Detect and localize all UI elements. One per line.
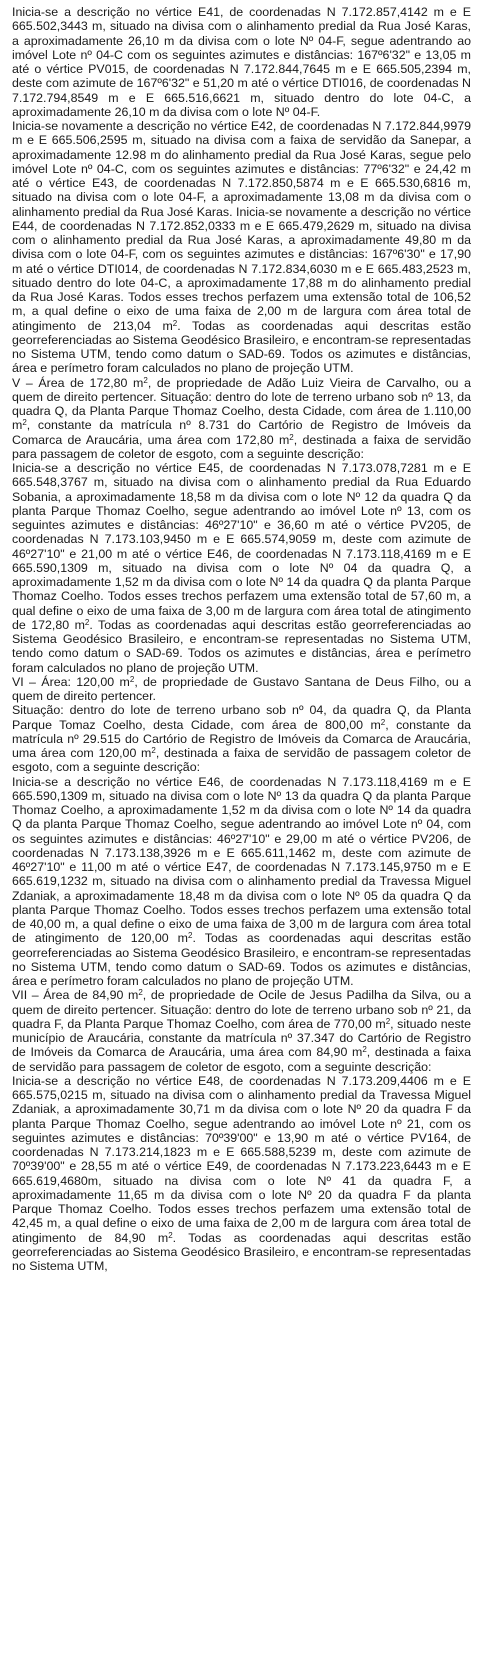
superscript-exponent: 2	[187, 931, 193, 941]
paragraph-5	[12, 675, 471, 704]
text-run: , situado neste município de Araucária, constante da matrícula nº 37.347 do Cartório de Registro de Imóveis da Comarca de Araucária, uma área com 84,90 m	[12, 1016, 472, 1060]
paragraph-1	[12, 5, 471, 119]
paragraph-7	[12, 775, 471, 989]
superscript-exponent: 2	[380, 717, 386, 727]
text-run: , de propriedade de Adão Luiz Vieira de Carvalho, ou a quem de direito pertencer. Situação: dentro do lote de terreno urbano sob nº 13, da quadra Q, da Planta Parque Thomaz Coelho, desta Cidade, com área de 1.110,00 m	[12, 375, 471, 433]
superscript-exponent: 2	[385, 1016, 391, 1026]
paragraph-2	[12, 119, 471, 376]
superscript-exponent: 2	[138, 988, 143, 998]
text-run: . Todas as coordenadas aqui descritas estão georreferenciadas ao Sistema Geodésico Brasileiro, e encontram-se representadas no Sistema UTM, tendo como datum o SAD-69. Todos os azimutes e distâncias, área e perímetro foram calculados no plano de projeção UTM.	[12, 318, 471, 376]
text-run: VI – Área: 120,00 m	[12, 674, 130, 689]
text-run: , de propriedade de Ocile de Jesus Padilha da Silva, ou a quem de direito pertencer. Situação: dentro do lote de terreno urbano sob nº 21, da quadra F, da Planta Parque Thomaz Coelho, com área de 770,00 m	[12, 988, 471, 1031]
text-run: Inicia-se a descrição no vértice E41, de coordenadas N 7.172.857,4142 m e E 665.502,3443 m, situado na divisa com o alinhamento predial da Rua José Karas, a aproximadamente 26,10 m da divisa com o lote Nº 04-F, segue adentrando ao imóvel Lote nº 04-C com os seguintes azimutes e distâncias: 167º6'32" e 13,05 m até o vértice PV015, de coordenadas N 7.172.844,7645 m e E 665.505,2394 m, deste com azimute de 167º6'32" e 51,20 m até o vértice DTI016, de coordenadas N 7.172.794,8549 m e E 665.516,6621 m, situado dentro do lote 04-C, a aproximadamente 26,10 m da divisa com o lote Nº 04-F.	[12, 5, 471, 119]
superscript-exponent: 2	[168, 1230, 173, 1240]
text-run: , destinada a faixa de servidão para passagem de coletor de esgoto, com a seguinte descrição:	[12, 1045, 472, 1074]
text-run: , constante da matrícula nº 8.731 do Cartório de Registro de Imóveis da Comarca de Araucária, uma área com 172,80 m	[12, 418, 471, 447]
superscript-exponent: 2	[22, 418, 27, 428]
paragraph-8	[12, 988, 471, 1074]
superscript-exponent: 2	[84, 617, 90, 627]
paragraph-4	[12, 461, 471, 675]
superscript-exponent: 2	[151, 746, 156, 755]
text-run: Inicia-se a descrição no vértice E48, de coordenadas N 7.173.209,4406 m e E 665.575,0215 m, situado na divisa com o alinhamento predial da Travessa Miguel Zdaniak, a aproximadamente 30,71 m da divisa com o lote Nº 20 da quadra F da planta Parque Thomaz Coelho, segue adentrando ao imóvel Lote nº 21, com os seguintes azimutes e distâncias: 70º39'00" e 13,90 m até o vértice PV164, de coordenadas N 7.173.214,1823 m e E 665.588,5239 m, deste com azimute de 70º39'00" e 28,55 m até o vértice E49, de coordenadas N 7.173.223,6443 m e E 665.619,4680m, situado na divisa com o lote Nº 41 da quadra F, a aproximadamente 11,65 m da divisa com o lote Nº 20 da quadra F da planta Parque Thomaz Coelho. Todos esses trechos perfazem uma extensão total de 42,45 m, a qual define o eixo de uma faixa de 2,00 m de largura com área total de atingimento de 84,90 m	[12, 1073, 471, 1245]
paragraph-9	[12, 1074, 471, 1274]
paragraph-3	[12, 376, 471, 462]
text-run: , destinada a faixa de servidão para passagem de coletor de esgoto, com a seguinte descrição:	[12, 432, 471, 461]
superscript-exponent: 2	[172, 318, 178, 328]
text-run: Inicia-se a descrição no vértice E46, de coordenadas N 7.173.118,4169 m e E 665.590,1309 m, situado na divisa com o lote Nº 13 da quadra Q da planta Parque Thomaz Coelho, a aproximadamente 1,52 m da divisa com o lote Nº 14 da quadra Q da planta Parque Thomaz Coelho, segue adentrando ao imóvel Lote nº 04, com os seguintes azimutes e distâncias: 46º27'10" e 29,00 m até o vértice PV206, de coordenadas N 7.173.138,3926 m e E 665.611,1462 m, deste com azimute de 46º27'10" e 11,00 m até o vértice E47, de coordenadas N 7.173.145,9750 m e E 665.619,1232 m, situado na divisa com o alinhamento predial da Travessa Miguel Zdaniak, a aproximadamente 18,48 m da divisa com o lote Nº 05 da quadra Q da planta Parque Thomaz Coelho. Todos esses trechos perfazem uma extensão total de 40,00 m, a qual define o eixo de uma faixa de 3,00 m de largura com área total de atingimento de 120,00 m	[12, 774, 471, 946]
text-run: Inicia-se novamente a descrição no vértice E42, de coordenadas N 7.172.844,9979 m e E 665.506,2595 m, situado na divisa com a faixa de servidão da Sanepar, a aproximadamente 12.98 m do alinhamento predial da Rua José Karas, segue pelo imóvel Lote nº 04-C, com os seguintes azimutes e distâncias: 77º6'32" e 24,42 m até o vértice E43, de coordenadas N 7.172.850,5874 m e E 665.530,6816 m, situado na divisa com o lote 04-F, a aproximadamente 13,08 m da divisa com o alinhamento predial da Rua José Karas. Inicia-se novamente a descrição no vértice E44, de coordenadas N 7.172.852,0333 m e E 665.479,2629 m, situado na divisa com o alinhamento predial da Rua José Karas, a aproximadamente 49,80 m da divisa com o lote 04-F, com os seguintes azimutes e distâncias: 167º6'30" e 17,90 m até o vértice DTI014, de coordenadas N 7.172.834,6030 m e E 665.483,2523 m, situado dentro do lote 04-C, a aproximadamente 17,88 m do alinhamento predial da Rua José Karas. Todos esses trechos perfazem uma extensão total de 106,52 m, a qual define o eixo de uma faixa de 2,00 m de largura com área total de atingimento de 213,04 m	[12, 119, 471, 333]
text-run: . Todas as coordenadas aqui descritas estão georreferenciadas ao Sistema Geodésico Brasileiro, e encontram-se representadas no Sistema UTM, tendo como datum o SAD-69. Todos os azimutes e distâncias, área e perímetro foram calculados no plano de projeção UTM.	[12, 931, 471, 988]
paragraph-6	[12, 703, 471, 774]
superscript-exponent: 2	[143, 375, 148, 385]
superscript-exponent: 2	[362, 1045, 367, 1055]
superscript-exponent: 2	[129, 674, 135, 684]
text-run: VII – Área de 84,90 m	[12, 988, 139, 1003]
text-run: . Todas as coordenadas aqui descritas estão georreferenciadas ao Sistema Geodésico Brasileiro, e encontram-se representadas no Sistema UTM,	[12, 1230, 471, 1273]
text-run: V – Área de 172,80 m	[12, 375, 144, 390]
text-run: , de propriedade de Gustavo Santana de Deus Filho, ou a quem de direito pertencer.	[12, 674, 471, 703]
superscript-exponent: 2	[289, 432, 294, 442]
text-run: . Todas as coordenadas aqui descritas estão georreferenciadas ao Sistema Geodésico Brasileiro, e encontram-se representadas no Sistema UTM, tendo como datum o SAD-69. Todos os azimutes e distâncias, área e perímetro foram calculados no plano de projeção UTM.	[12, 617, 472, 675]
text-run: , destinada a faixa de servidão de passagem coletor de esgoto, com a seguinte descrição:	[12, 746, 471, 775]
text-run: Situação: dentro do lote de terreno urbano sob nº 04, da quadra Q, da Planta Parque Tomaz Coelho, desta Cidade, com área de 800,00 m	[12, 703, 471, 732]
text-run: Inicia-se a descrição no vértice E45, de coordenadas N 7.173.078,7281 m e E 665.548,3767 m, situado na divisa com o alinhamento predial da Rua Eduardo Sobania, a aproximadamente 18,58 m da divisa com o lote Nº 12 da quadra Q da planta Parque Thomaz Coelho, segue adentrando ao imóvel Lote nº 13, com os seguintes azimutes e distâncias: 46º27'10" e 36,60 m até o vértice PV205, de coordenadas N 7.173.103,9450 m e E 665.574,9059 m, deste com azimute de 46º27'10" e 21,00 m até o vértice E46, de coordenadas N 7.173.118,4169 m e E 665.590,1309 m, situado na divisa com o lote Nº 04 da quadra Q, a aproximadamente 1,52 m da divisa com o lote Nº 14 da quadra Q da planta Parque Thomaz Coelho. Todos esses trechos perfazem uma extensão total de 57,60 m, a qual define o eixo de uma faixa de 3,00 m de largura com área total de atingimento de 172,80 m	[12, 461, 471, 632]
text-run: , constante da matrícula nº 29.515 do Cartório de Registro de Imóveis da Comarca de Araucária, uma área com 120,00 m	[12, 717, 471, 760]
